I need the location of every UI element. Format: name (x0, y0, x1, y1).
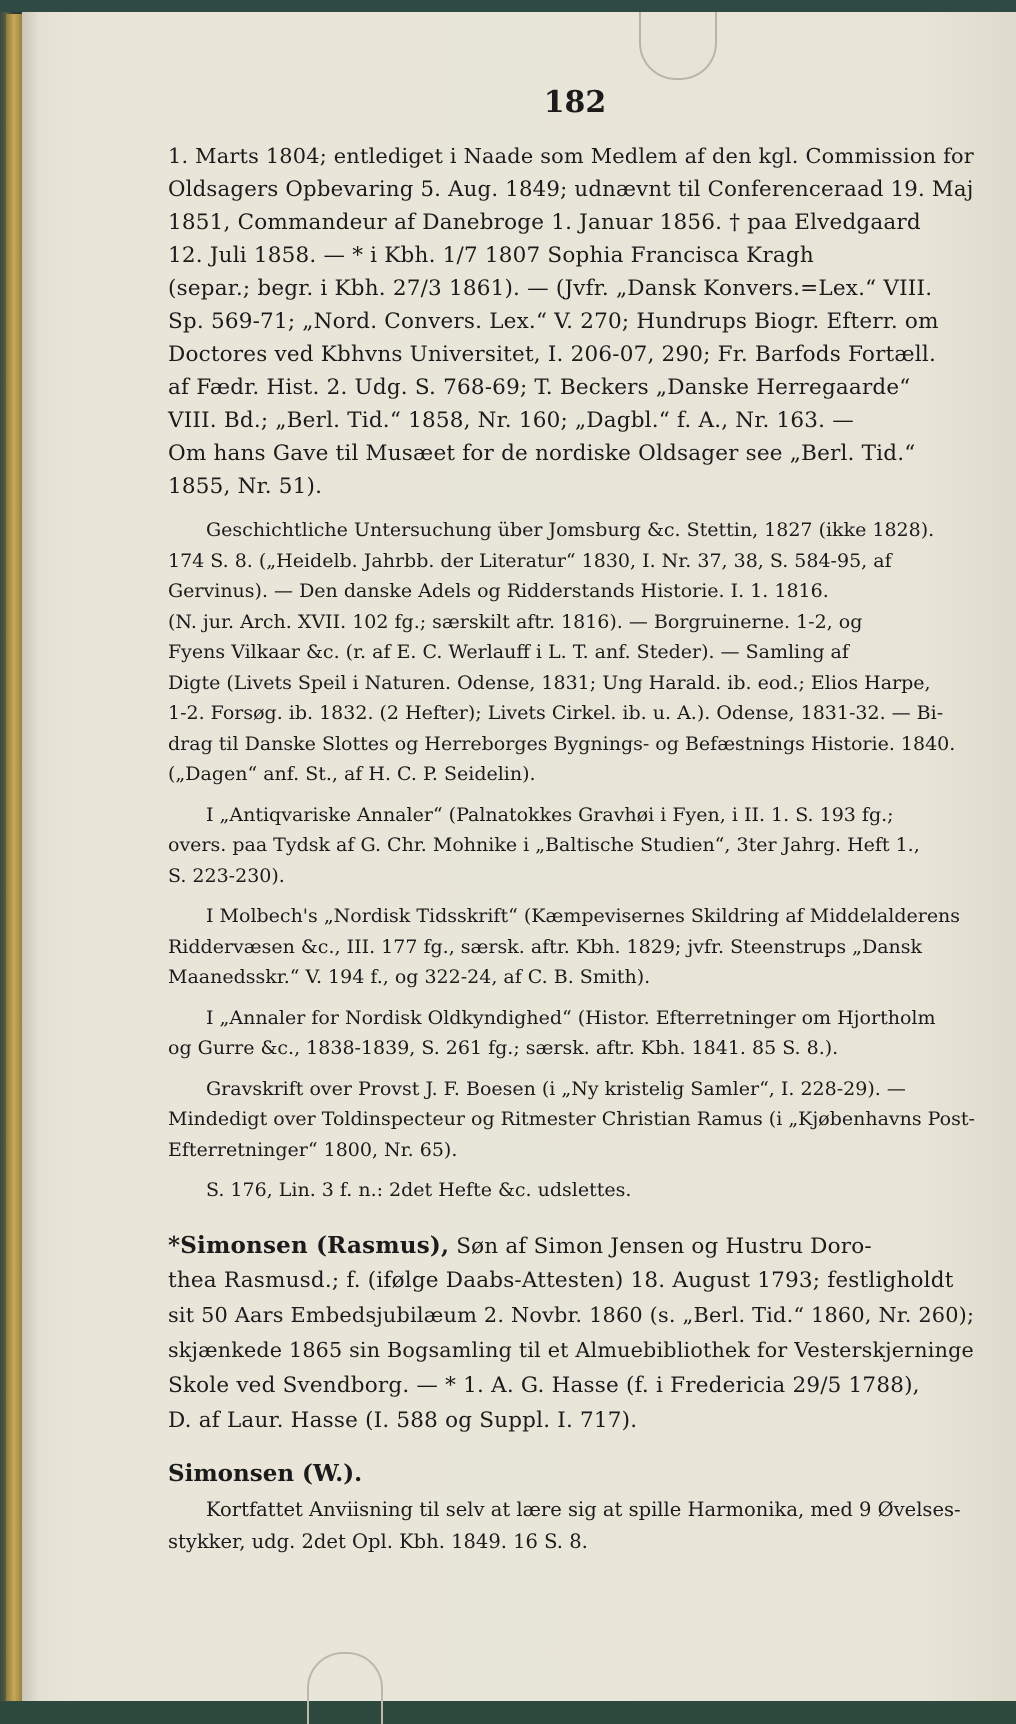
text-line: thea Rasmusd.; f. (ifølge Daabs-Attesten) 18. August 1793; festligholdt (168, 1267, 954, 1293)
text-line: („Dagen“ anf. St., af H. C. P. Seidelin). (168, 763, 536, 785)
work-paragraph (168, 515, 982, 790)
entry-heading-rest: Søn af Simon Jensen og Hustru Doro- (449, 1233, 872, 1259)
scan-top-band (0, 0, 1016, 12)
text-line: Efterretninger“ 1800, Nr. 65). (168, 1138, 458, 1161)
entry-simonsen-w (168, 1494, 982, 1558)
text-line: stykker, udg. 2det Opl. Kbh. 1849. 16 S. 8. (168, 1529, 588, 1553)
text-line: og Gurre &c., 1838-1839, S. 261 fg.; særsk. aftr. Kbh. 1841. 85 S. 8.). (168, 1037, 839, 1059)
work-paragraph (168, 1175, 982, 1206)
text-line: af Fædr. Hist. 2. Udg. S. 768-69; T. Beckers „Danske Herregaarde“ (168, 375, 911, 400)
works-list (168, 515, 982, 1206)
text-line: Mindedigt over Toldinspecteur og Ritmester Christian Ramus (i „Kjøbenhavns Post- (168, 1108, 975, 1130)
text-line: Geschichtliche Untersuchung über Jomsburg &c. Stettin, 1827 (ikke 1828). (206, 519, 935, 541)
text-line: Sp. 569-71; „Nord. Convers. Lex.“ V. 270; Hundrups Biogr. Efterr. om (168, 309, 939, 334)
text-line: Gervinus). — Den danske Adels og Ridderstands Historie. I. 1. 1816. (168, 580, 829, 602)
text-line: sit 50 Aars Embedsjubilæum 2. Novbr. 1860 (s. „Berl. Tid.“ 1860, Nr. 260); (168, 1302, 975, 1327)
entry-simonsen-rasmus (168, 1228, 982, 1438)
text-line: Oldsagers Opbevaring 5. Aug. 1849; udnævnt til Conferenceraad 19. Maj (168, 177, 974, 202)
text-line: Kortfattet Anviisning til selv at lære sig at spille Harmonika, med 9 Øvelses- (206, 1497, 961, 1521)
text-line: D. af Laur. Hasse (I. 588 og Suppl. I. 717). (168, 1407, 638, 1433)
text-line: Maanedsskr.“ V. 194 f., og 322-24, af C. B. Smith). (168, 966, 651, 988)
text-line: Digte (Livets Speil i Naturen. Odense, 1831; Ung Harald. ib. eod.; Elios Harpe, (168, 671, 931, 694)
page-number: 182 (543, 85, 607, 120)
page-text (168, 80, 982, 1558)
text-line: I „Annaler for Nordisk Oldkyndighed“ (Histor. Efterretninger om Hjortholm (206, 1006, 936, 1029)
text-line: VIII. Bd.; „Berl. Tid.“ 1858, Nr. 160; „Dagbl.“ f. A., Nr. 163. — (168, 408, 854, 433)
text-line: I „Antiqvariske Annaler“ (Palnatokkes Gravhøi i Fyen, i II. 1. S. 193 fg.; (206, 803, 894, 826)
work-paragraph (168, 800, 982, 892)
text-line: Om hans Gave til Musæet for de nordiske Oldsager see „Berl. Tid.“ (168, 441, 916, 466)
text-line: Skole ved Svendborg. — * 1. A. G. Hasse (f. i Fredericia 29/5 1788), (168, 1372, 920, 1398)
text-line: 174 S. 8. („Heidelb. Jahrbb. der Literatur“ 1830, I. Nr. 37, 38, S. 584-95, af (168, 549, 892, 572)
text-line: skjænkede 1865 sin Bogsamling til et Almuebibliothek for Vesterskjerninge (168, 1337, 974, 1362)
text-line: (N. jur. Arch. XVII. 102 fg.; særskilt aftr. 1816). — Borgruinerne. 1-2, og (168, 610, 863, 633)
text-line (168, 1228, 982, 1263)
text-line: (separ.; begr. i Kbh. 27/3 1861). — (Jvfr. „Dansk Konvers.=Lex.“ VIII. (168, 276, 933, 301)
text-line: Fyens Vilkaar &c. (r. af E. C. Werlauff i L. T. anf. Steder). — Samling af (168, 641, 849, 663)
text-line: S. 176, Lin. 3 f. n.: 2det Hefte &c. udslettes. (206, 1179, 632, 1201)
text-line: 1-2. Forsøg. ib. 1832. (2 Hefter); Livets Cirkel. ib. u. A.). Odense, 1831-32. — Bi- (168, 702, 944, 724)
entry-heading-simonsen-w: Simonsen (W.). (168, 1459, 363, 1487)
page-gilt-edge (6, 14, 22, 1701)
page-clip-top (639, 12, 717, 80)
text-line: 1855, Nr. 51). (168, 474, 323, 499)
work-paragraph (168, 901, 982, 993)
work-paragraph (168, 1003, 982, 1064)
text-line: overs. paa Tydsk af G. Chr. Mohnike i „Baltische Studien“, 3ter Jahrg. Heft 1., (168, 834, 920, 856)
text-line: drag til Danske Slottes og Herreborges Bygnings- og Befæstnings Historie. 1840. (168, 732, 956, 755)
text-line: Doctores ved Kbhvns Universitet, I. 206-07, 290; Fr. Barfods Fortæll. (168, 342, 936, 367)
text-line: S. 223-230). (168, 864, 285, 887)
entry-simonsen-continued (168, 140, 982, 503)
text-line: Gravskrift over Provst J. F. Boesen (i „Ny kristelig Samler“, I. 228-29). — (206, 1077, 906, 1100)
text-line: Riddervæsen &c., III. 177 fg., særsk. aftr. Kbh. 1829; jvfr. Steenstrups „Dansk (168, 935, 923, 958)
entry-heading: *Simonsen (Rasmus), (168, 1231, 450, 1259)
text-line: 1851, Commandeur af Danebroge 1. Januar 1856. † paa Elvedgaard (168, 210, 921, 235)
page-clip-bottom (307, 1652, 383, 1724)
text-line: 12. Juli 1858. — * i Kbh. 1/7 1807 Sophia Francisca Kragh (168, 243, 814, 268)
text-line: I Molbech's „Nordisk Tidsskrift“ (Kæmpevisernes Skildring af Middelalderens (206, 905, 961, 927)
work-paragraph (168, 1074, 982, 1166)
text-line: 1. Marts 1804; entlediget i Naade som Medlem af den kgl. Commission for (168, 144, 974, 168)
